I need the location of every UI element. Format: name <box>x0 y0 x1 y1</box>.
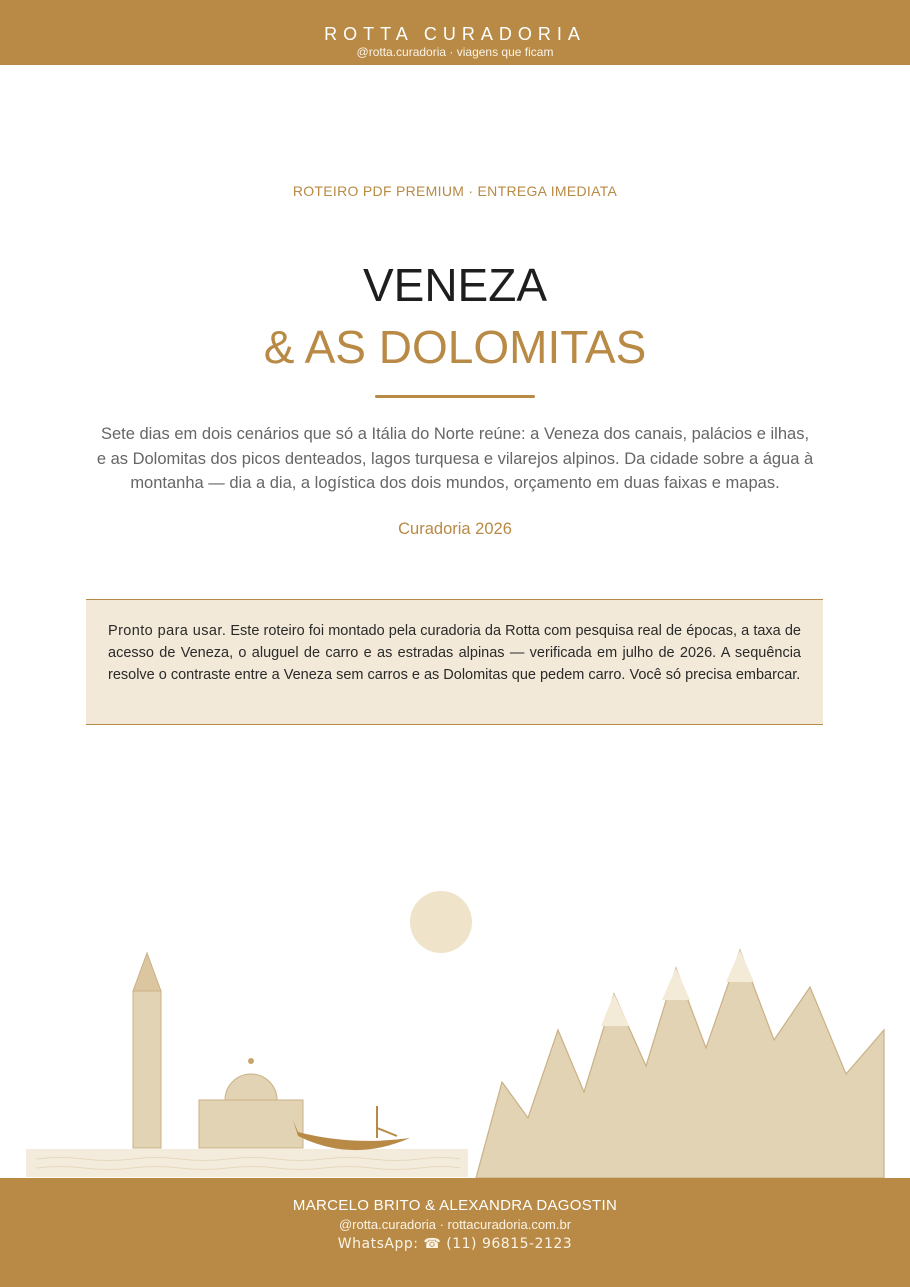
top-banner <box>0 0 910 65</box>
campanile-icon <box>133 953 161 1148</box>
footer-banner <box>0 1178 910 1287</box>
dome-icon <box>199 1058 303 1148</box>
sun-icon <box>410 891 472 953</box>
footer-authors: MARCELO BRITO & ALEXANDRA DAGOSTIN <box>292 1197 618 1214</box>
cover-kicker: ROTEIRO PDF PREMIUM · ENTREGA IMEDIATA <box>292 183 618 199</box>
title-line-1: VENEZA <box>362 259 548 311</box>
footer-whatsapp: WhatsApp: ☎ (11) 96815-2123 <box>337 1236 573 1252</box>
ready-note-box <box>86 599 823 725</box>
footer-contacts: @rotta.curadoria · rottacuradoria.com.br <box>338 1217 572 1232</box>
gondola-icon <box>293 1106 410 1150</box>
ready-note-lead: Pronto para usar. <box>108 623 227 639</box>
title-line-2: & AS DOLOMITAS <box>263 321 647 373</box>
cover-intro: Sete dias em dois cenários que só a Itália do Norte reúne: a Veneza dos canais, palácios e ilhas, e as Dolomitas dos picos denteados, lagos turquesa e vilarejos alpinos. Da cidade sobre a água à montanha — dia a dia, a logística dos dois mundos, orçamento em duas faixas e mapas. <box>96 425 814 492</box>
ready-note-body: Este roteiro foi montado pela curadoria da Rotta com pesquisa real de épocas, a taxa de acesso de Veneza, o aluguel de carro e as estradas alpinas — verificada em julho de 2026. A sequência resolve o contraste entre a Veneza sem carros e as Dolomitas que pedem carro. Você só precisa embarcar. <box>108 623 801 683</box>
brand-name: ROTTA CURADORIA <box>324 24 586 44</box>
venice-dolomites-illustration <box>0 870 910 1180</box>
title-divider <box>375 395 535 398</box>
water-strip <box>26 1149 468 1177</box>
edition-label: Curadoria 2026 <box>398 520 512 538</box>
mountain-icon <box>476 950 884 1178</box>
brand-tagline: @rotta.curadoria · viagens que ficam <box>356 45 554 59</box>
